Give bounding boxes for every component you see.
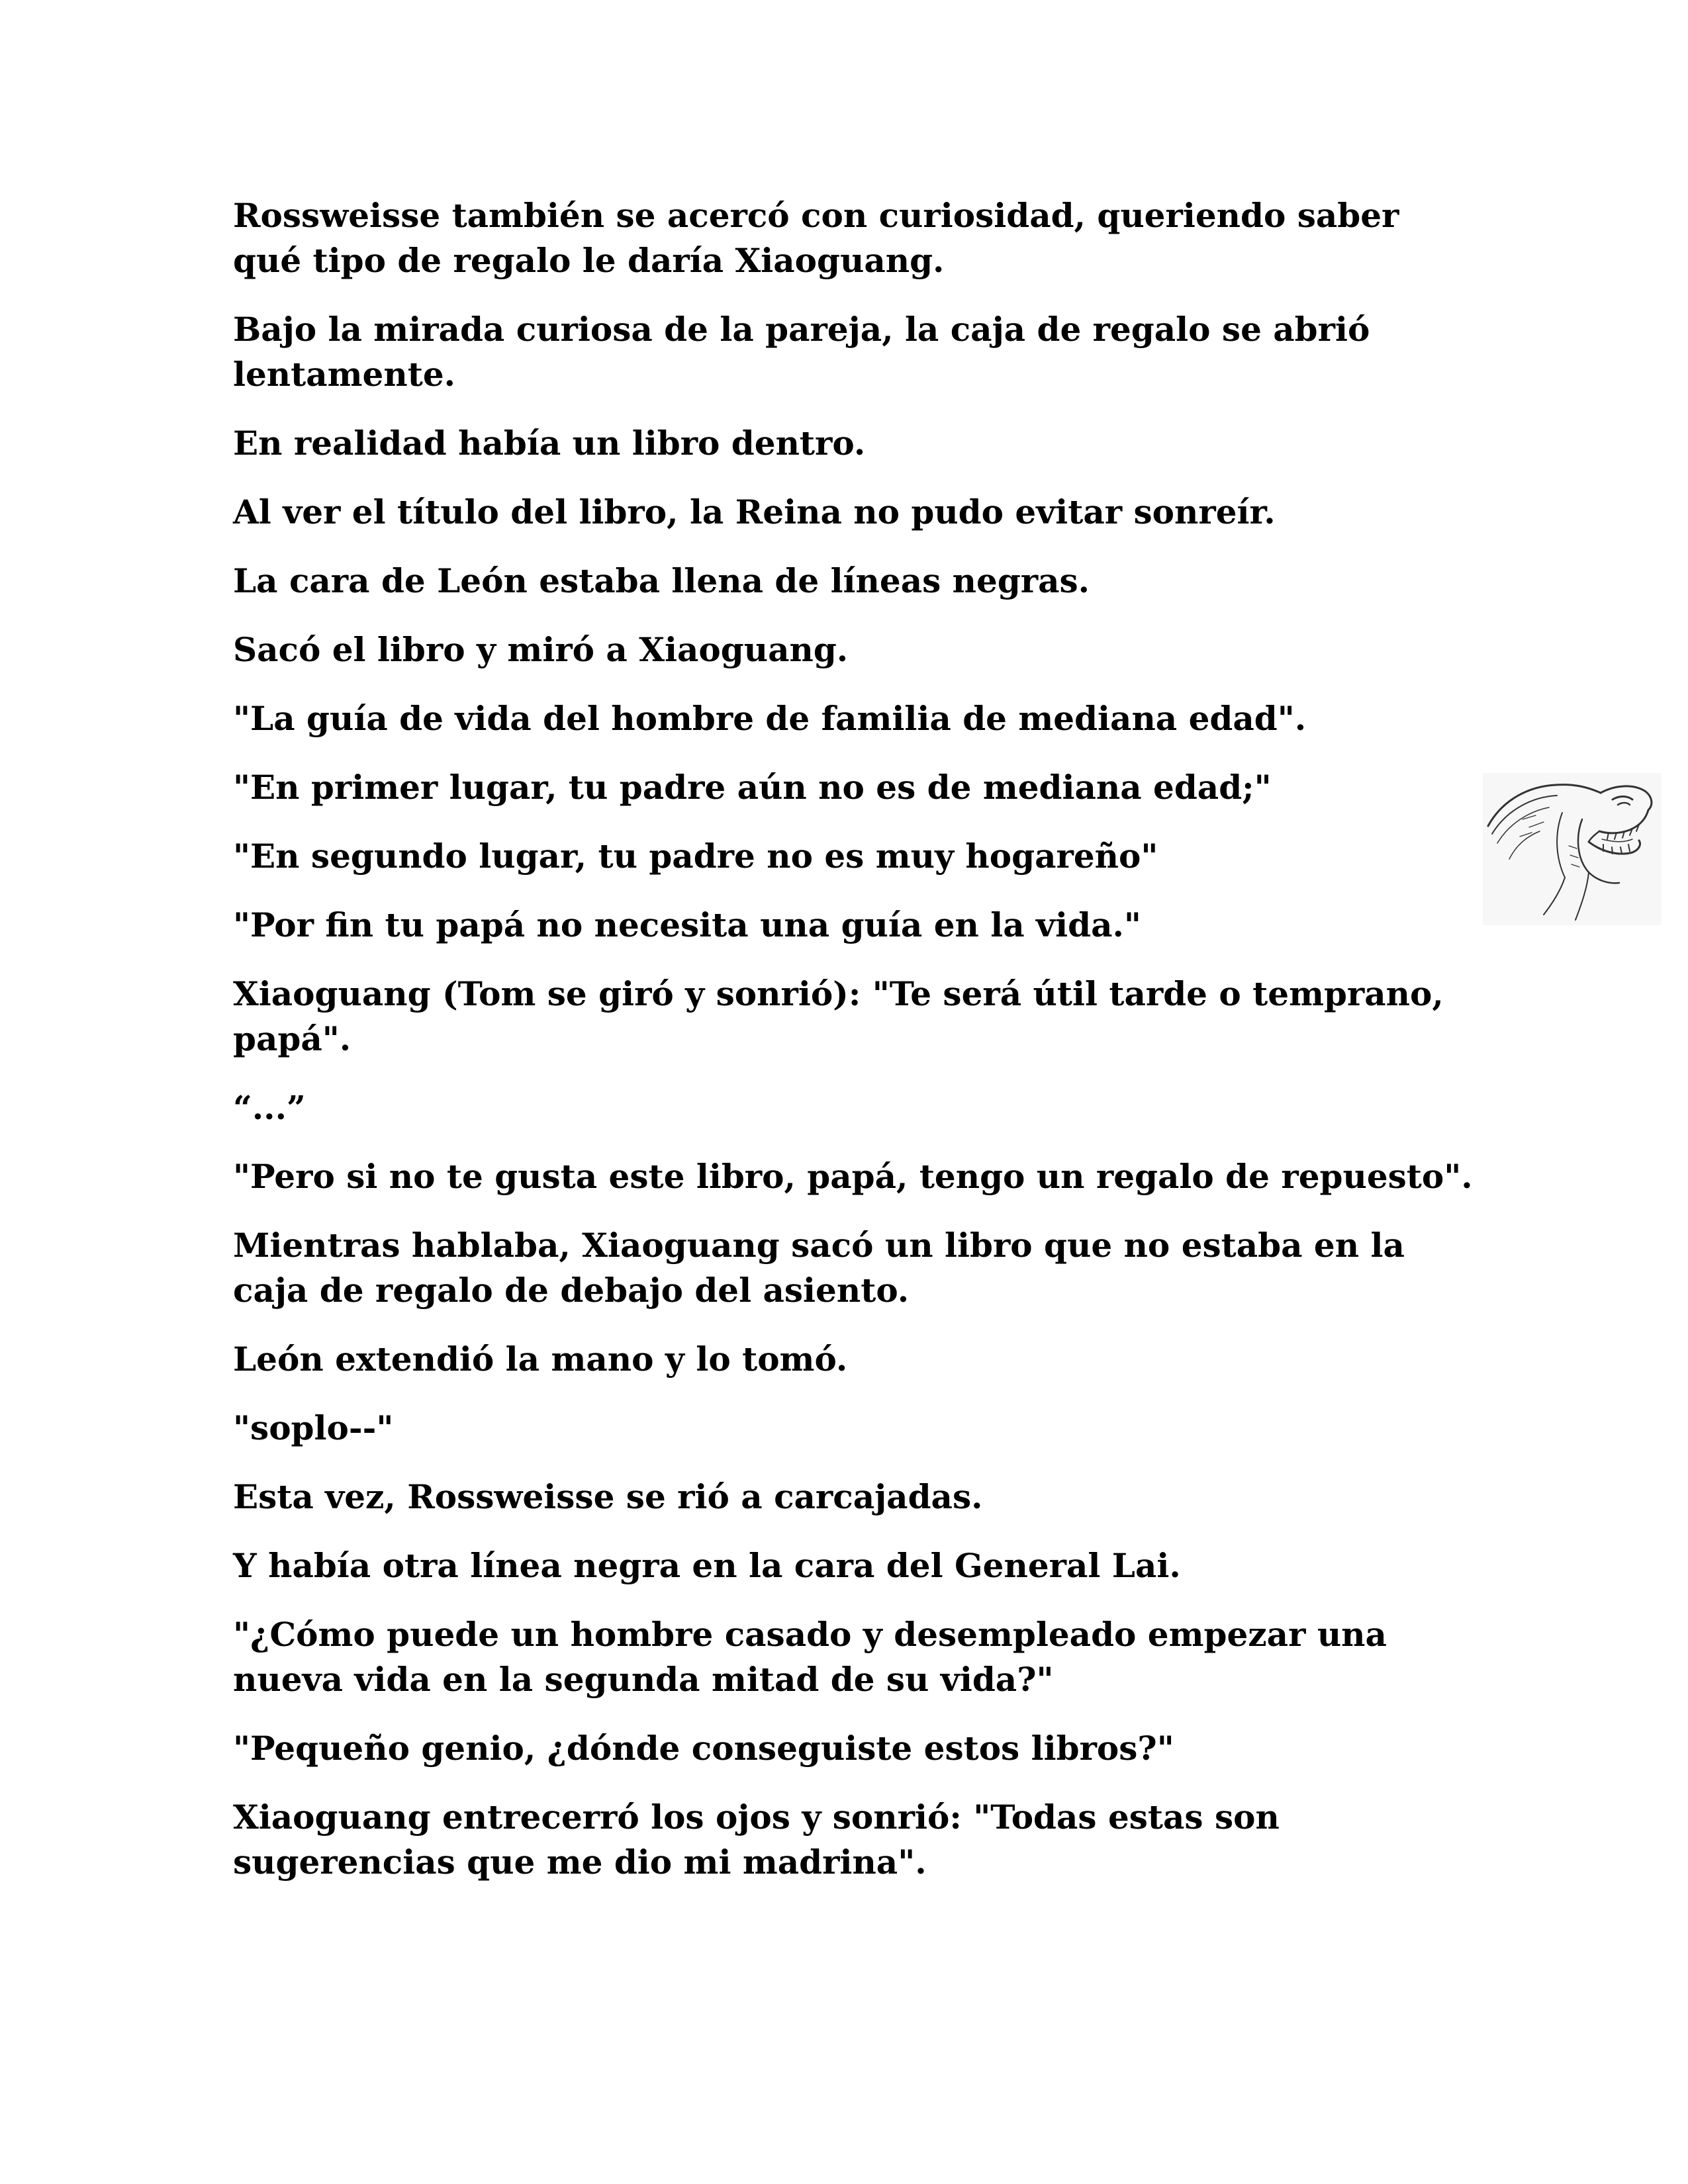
paragraph: Mientras hablaba, Xiaoguang sacó un libro que no estaba en la caja de regalo de debajo del asiento. <box>233 1226 1405 1310</box>
paragraph: León extendió la mano y lo tomó. <box>233 1340 848 1379</box>
paragraph: Xiaoguang (Tom se giró y sonrió): "Te será útil tarde o temprano, papá". <box>233 974 1444 1058</box>
paragraph: Sacó el libro y miró a Xiaoguang. <box>233 630 849 669</box>
paragraph: "La guía de vida del hombre de familia de mediana edad". <box>233 699 1307 738</box>
paragraph: "soplo--" <box>233 1408 394 1447</box>
paragraph: "Pero si no te gusta este libro, papá, tengo un regalo de repuesto". <box>233 1157 1473 1196</box>
paragraph: Xiaoguang entrecerró los ojos y sonrió: "Todas estas son sugerencias que me dio mi madrina". <box>233 1797 1280 1882</box>
paragraph: "En primer lugar, tu padre aún no es de mediana edad;" <box>233 768 1272 807</box>
paragraph: "Pequeño genio, ¿dónde conseguiste estos libros?" <box>233 1729 1174 1768</box>
paragraph: En realidad había un libro dentro. <box>233 424 866 463</box>
paragraph: La cara de León estaba llena de líneas negras. <box>233 561 1090 600</box>
paragraph: Esta vez, Rossweisse se rió a carcajadas. <box>233 1477 983 1516</box>
paragraph: Rossweisse también se acercó con curiosidad, queriendo saber qué tipo de regalo le daría Xiaoguang. <box>233 196 1399 280</box>
paragraph: Bajo la mirada curiosa de la pareja, la caja de regalo se abrió lentamente. <box>233 310 1370 394</box>
paragraph: Y había otra línea negra en la cara del General Lai. <box>233 1546 1181 1585</box>
dinosaur-head-sketch-icon <box>1483 773 1662 925</box>
paragraph: “...” <box>233 1088 306 1127</box>
story-text <box>233 193 1477 1909</box>
paragraph: Al ver el título del libro, la Reina no pudo evitar sonreír. <box>233 492 1276 531</box>
paragraph: "¿Cómo puede un hombre casado y desempleado empezar una nueva vida en la segunda mitad de su vida?" <box>233 1615 1387 1699</box>
paragraph: "En segundo lugar, tu padre no es muy hogareño" <box>233 837 1158 876</box>
paragraph: "Por fin tu papá no necesita una guía en la vida." <box>233 905 1141 944</box>
